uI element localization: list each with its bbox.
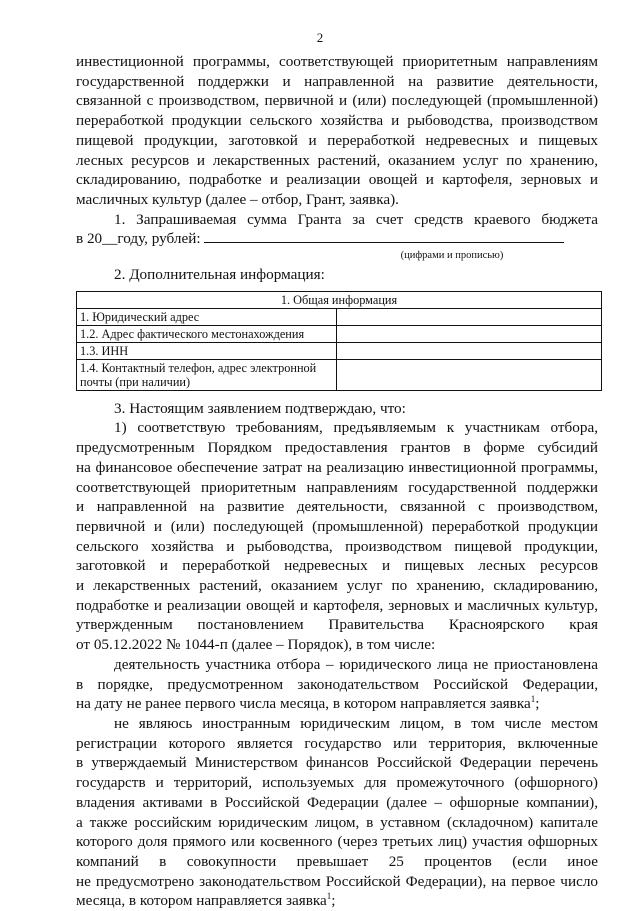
text-line: в утверждаемый Министерством финансов Российской Федерации перечень [76, 754, 598, 772]
text-line-tail: ; [535, 695, 540, 713]
amount-input-line[interactable] [204, 230, 564, 243]
amount-prefix: в 20__году, рублей: [76, 230, 201, 248]
table-cell-label: 1. Юридический адрес [77, 308, 337, 325]
footnote-reference: 1 [530, 694, 536, 705]
paragraph-not-suspended [76, 655, 598, 714]
paragraph-not-foreign [76, 714, 598, 911]
text-line: связанной с производством, первичной и (или) последующей (промышленной) [76, 92, 598, 110]
table-row [77, 359, 602, 390]
text-line: месяца, в котором направляется заявка [76, 892, 327, 910]
text-line: регистрации которого является государство или территория, включенные [76, 734, 598, 752]
text-line: деятельность участника отбора – юридического лица не приостановлена [114, 655, 598, 673]
text-line: первичной и (или) последующей (промышленной) переработкой продукции [76, 517, 598, 535]
text-line: 1) соответствую требованиям, предъявляемым к участникам отбора, [114, 419, 598, 437]
text-line: пищевой продукции, заготовкой и переработкой недревесных и пищевых [76, 131, 598, 149]
text-line: подработке и реализации овощей и картофеля, зерновых и масличных культур, [76, 596, 598, 614]
text-line: сельского хозяйства и рыбоводства, производством пищевой продукции, [76, 537, 598, 555]
text-line: переработкой продукции сельского хозяйства и рыбоводства, производством [76, 112, 598, 130]
text-line: а также российским юридическим лицом, в уставном (складочном) капитале [76, 813, 598, 831]
text-line: от 05.12.2022 № 1044-п (далее – Порядок), в том числе: [76, 636, 436, 654]
text-line: не являюсь иностранным юридическим лицом, в том числе местом [114, 714, 598, 732]
text-line: масличных культур (далее – отбор, Грант, заявка). [76, 190, 399, 208]
table-cell-label: 1.3. ИНН [77, 342, 337, 359]
document-body [76, 52, 598, 911]
table-row [77, 308, 602, 325]
text-line: на финансовое обеспечение затрат на реализацию инвестиционной программы, [76, 458, 598, 476]
amount-hint: (цифрами и прописью) [400, 250, 504, 262]
text-line-last [76, 694, 598, 714]
table-cell-value[interactable] [337, 308, 602, 325]
table-cell-value[interactable] [337, 325, 602, 342]
text-line-tail: ; [331, 892, 336, 910]
item-3-heading: 3. Настоящим заявлением подтверждаю, что: [114, 399, 406, 417]
page-number: 2 [316, 30, 324, 45]
general-info-table [76, 291, 602, 391]
text-line: компаний в совокупности превышает 25 процентов (если иное [76, 852, 598, 870]
table-cell-value[interactable] [337, 342, 602, 359]
table-cell-value[interactable] [337, 359, 602, 390]
intro-paragraph [76, 52, 598, 210]
text-line: не предусмотрено законодательством Российской Федерации), на первое число [76, 872, 598, 890]
text-line-last [76, 891, 598, 911]
text-line: государств и территорий, используемых для промежуточного (офшорного) [76, 774, 598, 792]
table-cell-label: 1.4. Контактный телефон, адрес электронной почты (при наличии) [77, 359, 337, 390]
text-line: и лекарственных растений, оказанием услуг по хранению, складированию, [76, 577, 598, 595]
text-line: государственной поддержки и направленной на развитие деятельности, [76, 72, 598, 90]
item-3-1-paragraph [76, 418, 598, 654]
text-line: в порядке, предусмотренном законодательством Российской Федерации, [76, 675, 598, 693]
table-header: 1. Общая информация [77, 291, 602, 308]
text-line: и направленной на развитие деятельности, связанной с производством, [76, 498, 598, 516]
text-line: инвестиционной программы, соответствующей приоритетным направлениям [76, 53, 598, 70]
footnote-reference: 1 [326, 891, 332, 902]
text-line: которого доля прямого или косвенного (через третьих лиц) участия офшорных [76, 833, 598, 851]
text-line: соответствующей приоритетным направлениям государственной поддержки [76, 478, 598, 496]
item-1-heading: 1. Запрашиваемая сумма Гранта за счет средств краевого бюджета [114, 210, 598, 228]
text-line: утвержденным постановлением Правительства Красноярского края [76, 616, 598, 634]
text-line: владения активами в Российской Федерации (далее – офшорные компании), [76, 793, 598, 811]
table-header-row [77, 291, 602, 308]
table-cell-label: 1.2. Адрес фактического местонахождения [77, 325, 337, 342]
table-row [77, 342, 602, 359]
item-2-heading: 2. Дополнительная информация: [114, 266, 325, 284]
table-row [77, 325, 602, 342]
item-1-amount-line [76, 229, 598, 249]
text-line: лесных ресурсов и лекарственных растений, оказанием услуг по хранению, [76, 151, 598, 169]
text-line: предусмотренным Порядком предоставления грантов в форме субсидий [76, 439, 598, 457]
text-line: заготовкой и переработкой недревесных и пищевых лесных ресурсов [76, 557, 598, 575]
text-line: на дату не ранее первого числа месяца, в котором направляется заявка [76, 695, 531, 713]
text-line: складированию, подработке и реализации овощей и картофеля, зерновых и [76, 171, 598, 189]
